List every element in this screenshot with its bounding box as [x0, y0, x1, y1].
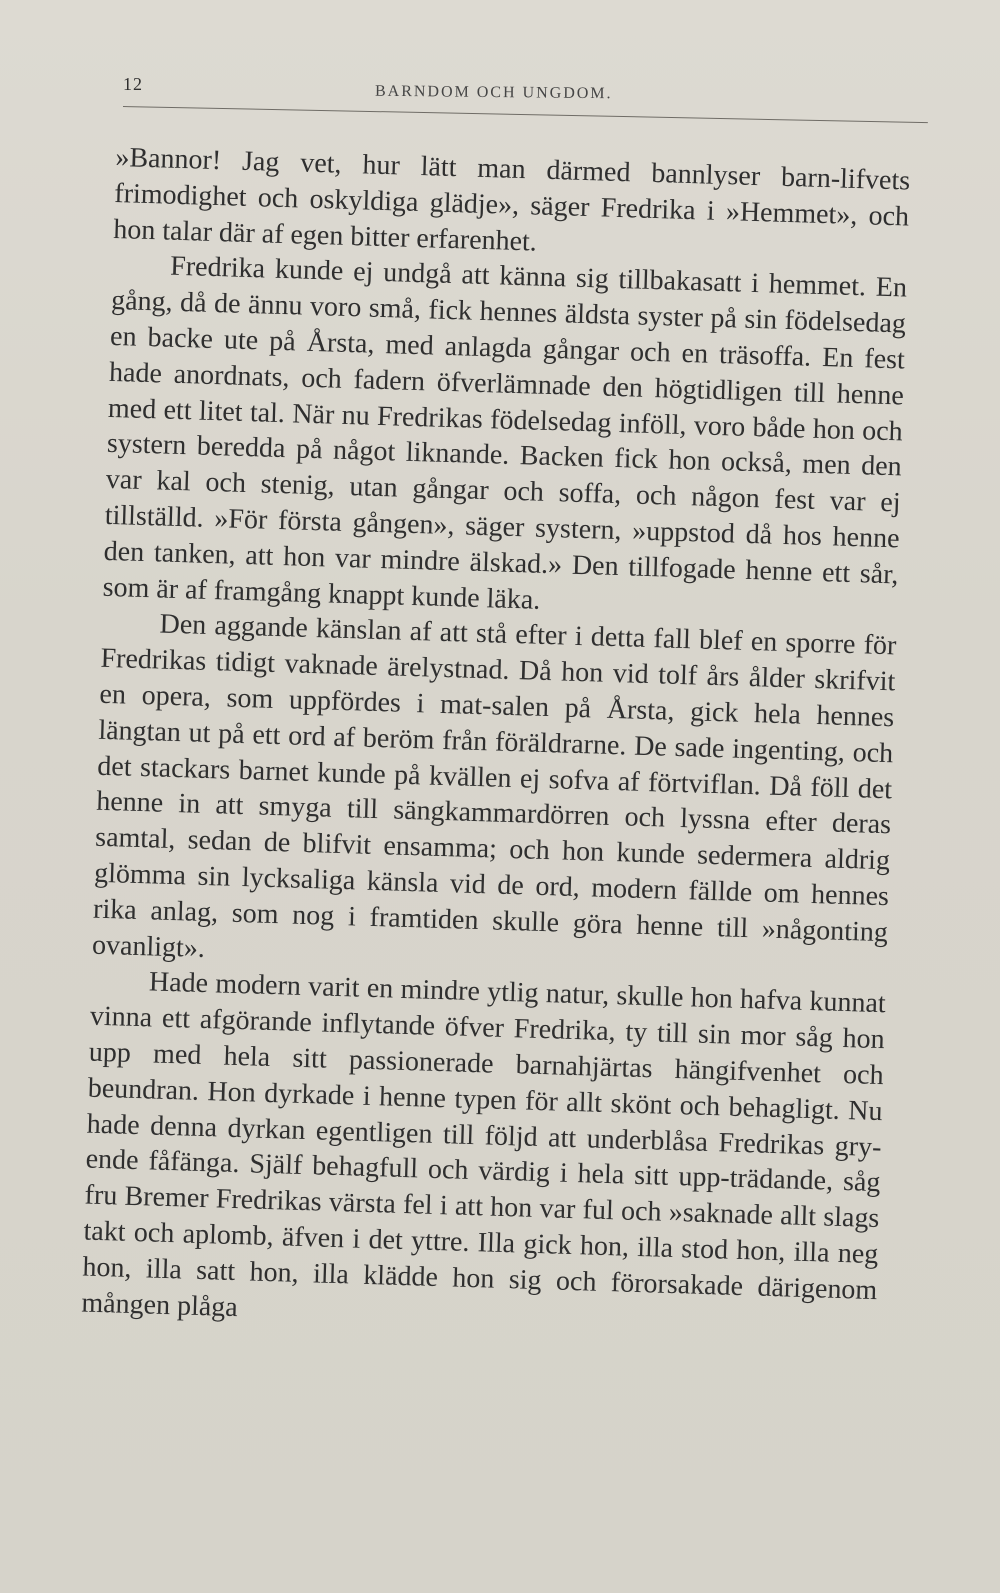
- page-number: 12: [123, 74, 143, 94]
- paragraph-2: Fredrika kunde ej undgå att känna sig tillbakasatt i hemmet. En gång, då de ännu voro små, fick hennes äldsta syster på sin födelsedag en backe ute på Årsta, med anlagda gångar och en träsoffa. En fest hade anordnats, och fadern öfverlämnade den högtidligen till henne med ett litet tal. När nu Fredrikas födelsedag inföll, voro både hon och systern beredda på något liknande. Backen fick hon också, men den var kal och stenig, utan gångar och soffa, och någon fest var ej tillställd. »För första gången», säger systern, »uppstod då hos henne den tanken, att hon var mindre älskad.» Den tillfogade henne ett sår, som är af framgång knappt kunde läka.: [102, 251, 908, 616]
- page-header: [123, 70, 923, 114]
- paragraph-4: Hade modern varit en mindre ytlig natur, skulle hon hafva kunnat vinna ett afgörande inflytande öfver Fredrika, ty till sin mor såg hon upp med hela sitt passionerade barnahjärtas hängifvenhet och beundran. Hon dyrkade i henne typen för allt skönt och behagligt. Nu hade denna dyrkan egentligen till följd att underblåsa Fredrikas gry-ende fåfänga. Själf behagfull och värdig i hela sitt upp-trädande, såg fru Bremer Fredrikas värsta fel i att hon var ful och »saknade allt slags takt och aplomb, äfven i det yttre. Illa gick hon, illa stod hon, illa neg hon, illa satt hon, illa klädde hon sig och förorsakade därigenom mången plåga: [81, 966, 887, 1323]
- paragraph-1: »Bannor! Jag vet, hur lätt man därmed bannlyser barn-lifvets frimodighet och oskyldiga glädje», säger Fredrika i »Hemmet», och hon talar där af egen bitter erfarenhet.: [112, 141, 911, 258]
- running-title: BARNDOM OCH UNGDOM.: [374, 82, 613, 103]
- paragraph-3: Den aggande känslan af att stå efter i detta fall blef en sporre för Fredrikas tidigt vaknade ärelystnad. Då hon vid tolf års ålder skrifvit en opera, som uppfördes i mat-salen på Årsta, gick hela hennes längtan ut på ett ord af beröm från föräldrarne. De sade ingenting, och det stackars barnet kunde på kvällen ej sofva af förtviflan. Då föll det henne in att smyga till sängkammardörren och lyssna efter deras samtal, sedan de blifvit ensamma; och hon kunde sedermera aldrig glömma sin lycksaliga känsla vid de ord, modern fällde om hennes rika anlag, som nog i framtiden skulle göra henne till »någonting ovanligt».: [91, 608, 897, 964]
- body-text: [81, 140, 911, 1344]
